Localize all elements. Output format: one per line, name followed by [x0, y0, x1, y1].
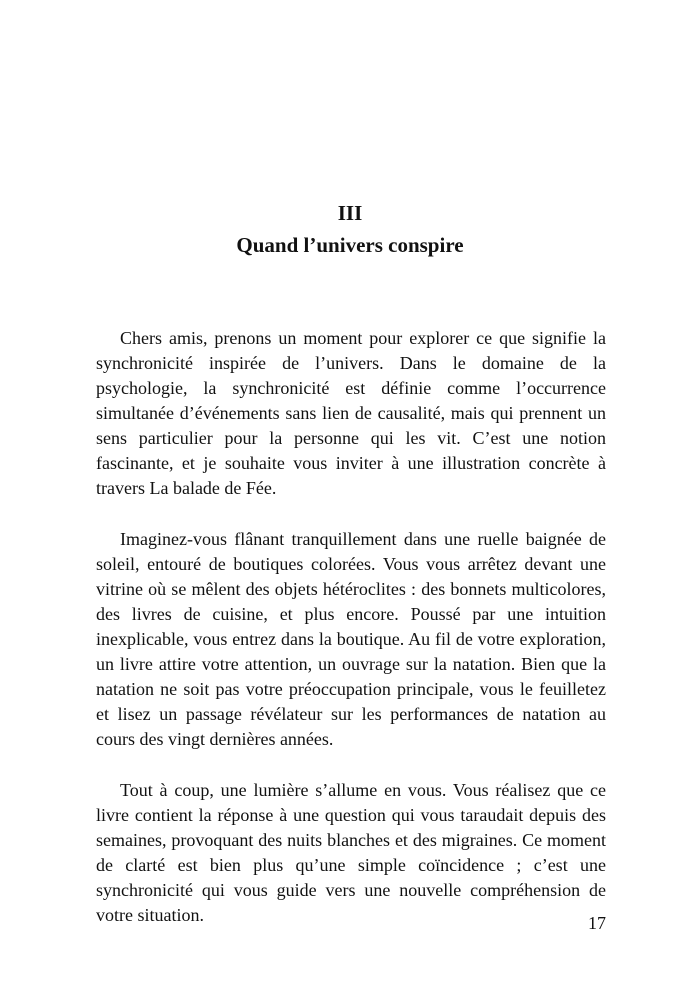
paragraph-1: Chers amis, prenons un moment pour explorer ce que signifie la synchronicité inspirée de l’univers. Dans le domaine de la psychologie, la synchronicité est définie comme l’occurrence simultanée d’événements sans lien de causalité, mais qui prennent un sens particulier pour la personne qui les vit. C’est une notion fascinante, et je souhaite vous inviter à une illustration concrète à travers La balade de Fée.	[96, 328, 606, 498]
page-number: 17	[588, 913, 606, 933]
body-text	[96, 326, 606, 954]
chapter-heading	[0, 197, 700, 261]
chapter-number: III	[337, 201, 363, 225]
paragraph-2: Imaginez-vous flânant tranquillement dans une ruelle baignée de soleil, entouré de boutiques colorées. Vous vous arrêtez devant une vitrine où se mêlent des objets hétéroclites : des bonnets multicolores, des livres de cuisine, et plus encore. Poussé par une intuition inexplicable, vous entrez dans la boutique. Au fil de votre exploration, un livre attire votre attention, un ouvrage sur la natation. Bien que la natation ne soit pas votre préoccupation principale, vous le feuilletez et lisez un passage révélateur sur les performances de natation au cours des vingt dernières années.	[96, 529, 606, 749]
paragraph-3: Tout à coup, une lumière s’allume en vous. Vous réalisez que ce livre contient la réponse à une question qui vous taraudait depuis des semaines, provoquant des nuits blanches et des migraines. Ce moment de clarté est bien plus qu’une simple coïncidence ; c’est une synchronicité qui vous guide vers une nouvelle compréhension de votre situation.	[96, 780, 606, 925]
chapter-title: Quand l’univers conspire	[236, 233, 464, 257]
